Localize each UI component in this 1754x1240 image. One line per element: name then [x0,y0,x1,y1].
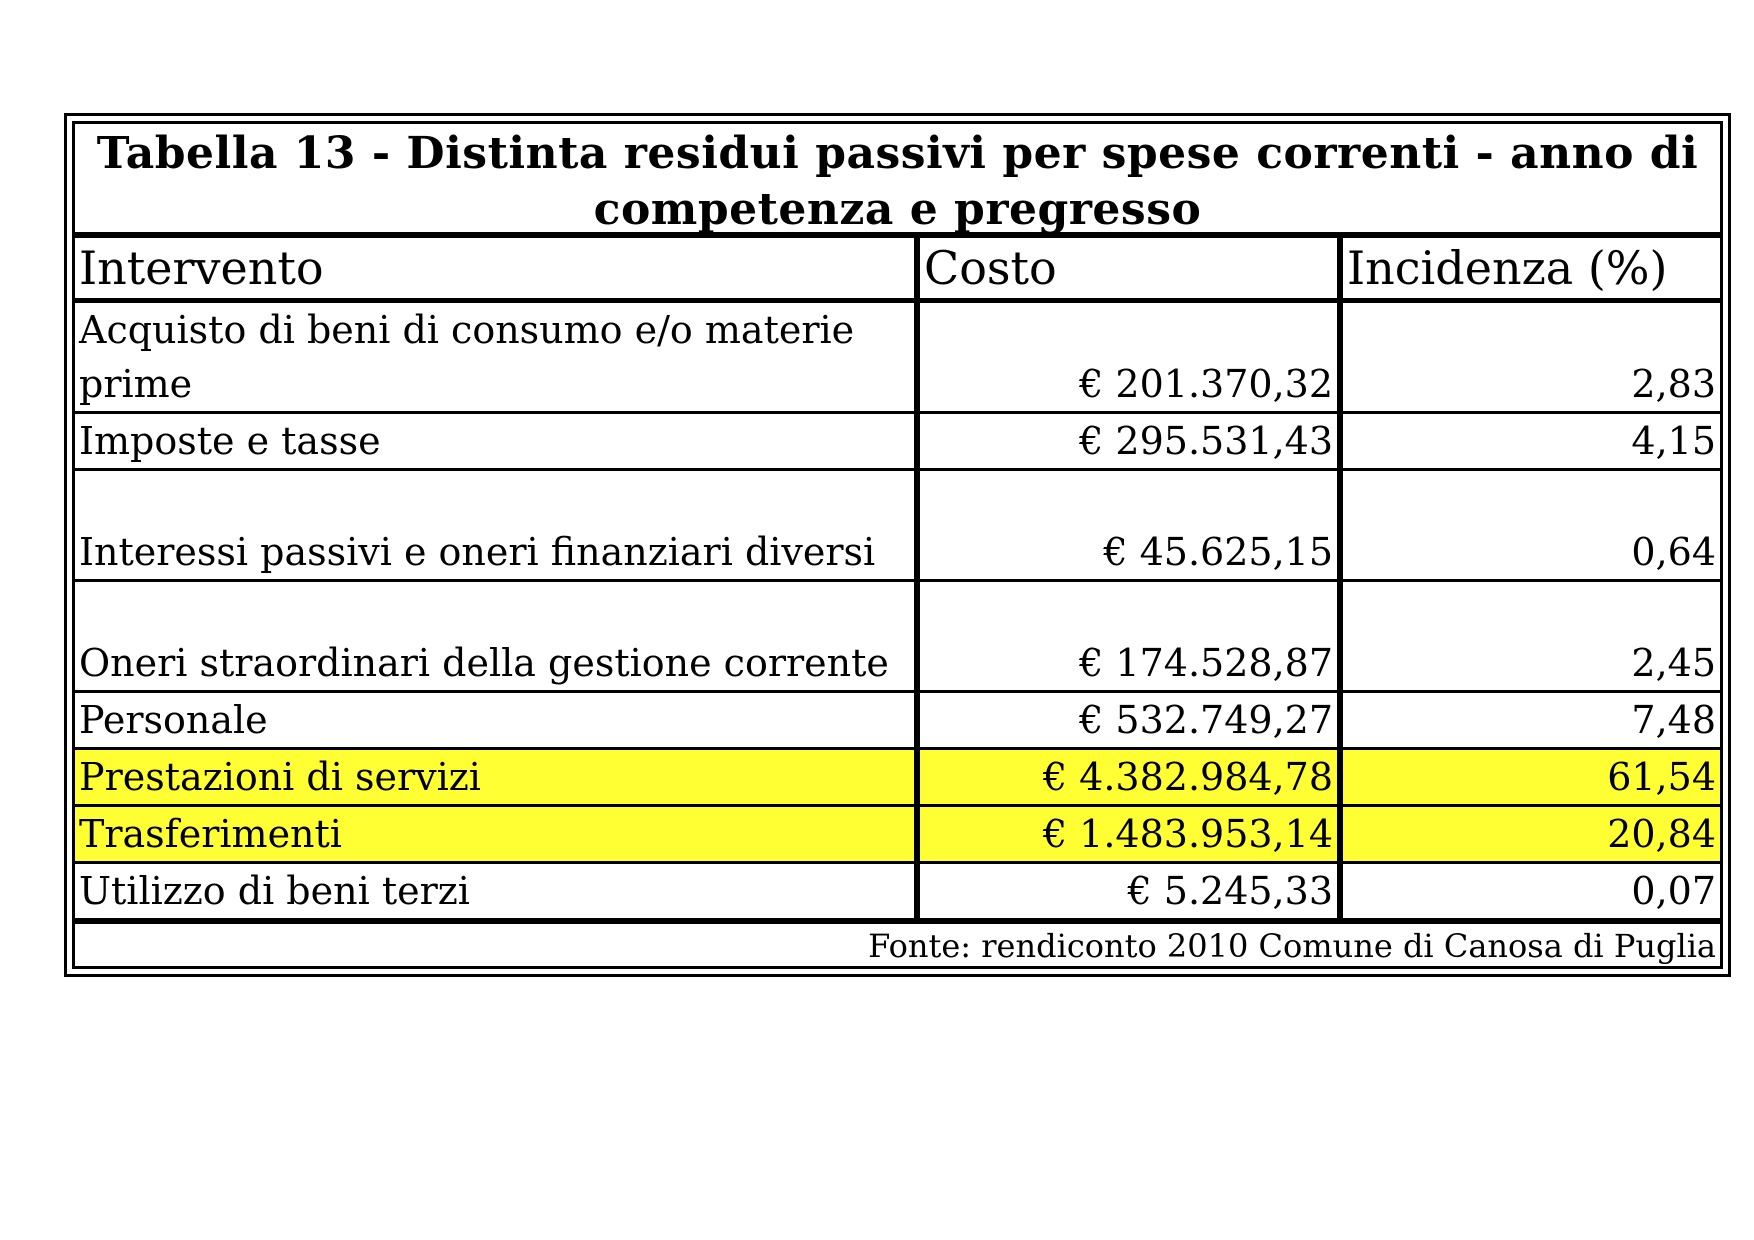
intervento-cell: Acquisto di beni di consumo e/o materie prime [75,301,917,413]
data-table [75,238,1720,924]
costo-cell: € 5.245,33 [917,863,1340,922]
incidenza-cell: 2,45 [1340,581,1720,692]
incidenza-cell: 61,54 [1340,749,1720,806]
costo-cell: € 295.531,43 [917,413,1340,470]
intervento-cell: Utilizzo di beni terzi [75,863,917,922]
table-row [75,581,1720,692]
table-row [75,413,1720,470]
table-container [72,121,1723,969]
table-row-highlighted [75,806,1720,863]
intervento-cell: Oneri straordinari della gestione corrente [75,581,917,692]
table-row [75,470,1720,581]
incidenza-cell: 0,64 [1340,470,1720,581]
costo-cell: € 4.382.984,78 [917,749,1340,806]
table-frame [64,113,1731,977]
table-row [75,692,1720,749]
source-note: Fonte: rendiconto 2010 Comune di Canosa di Puglia [868,927,1716,965]
incidenza-cell: 4,15 [1340,413,1720,470]
intervento-cell: Prestazioni di servizi [75,749,917,806]
costo-cell: € 532.749,27 [917,692,1340,749]
intervento-cell: Interessi passivi e oneri finanziari diversi [75,470,917,581]
costo-cell: € 201.370,32 [917,301,1340,413]
costo-cell: € 1.483.953,14 [917,806,1340,863]
costo-cell: € 174.528,87 [917,581,1340,692]
table-title: Tabella 13 - Distinta residui passivi per spese correnti - anno di competenza e pregresso [75,124,1720,238]
intervento-cell: Imposte e tasse [75,413,917,470]
table-row [75,301,1720,413]
incidenza-cell: 20,84 [1340,806,1720,863]
incidenza-cell: 2,83 [1340,301,1720,413]
header-intervento: Intervento [75,238,917,301]
intervento-cell: Personale [75,692,917,749]
costo-cell: € 45.625,15 [917,470,1340,581]
incidenza-cell: 0,07 [1340,863,1720,922]
header-costo: Costo [917,238,1340,301]
header-row [75,238,1720,301]
table-row-highlighted [75,749,1720,806]
incidenza-cell: 7,48 [1340,692,1720,749]
intervento-cell: Trasferimenti [75,806,917,863]
table-row [75,863,1720,922]
header-incidenza: Incidenza (%) [1340,238,1720,301]
